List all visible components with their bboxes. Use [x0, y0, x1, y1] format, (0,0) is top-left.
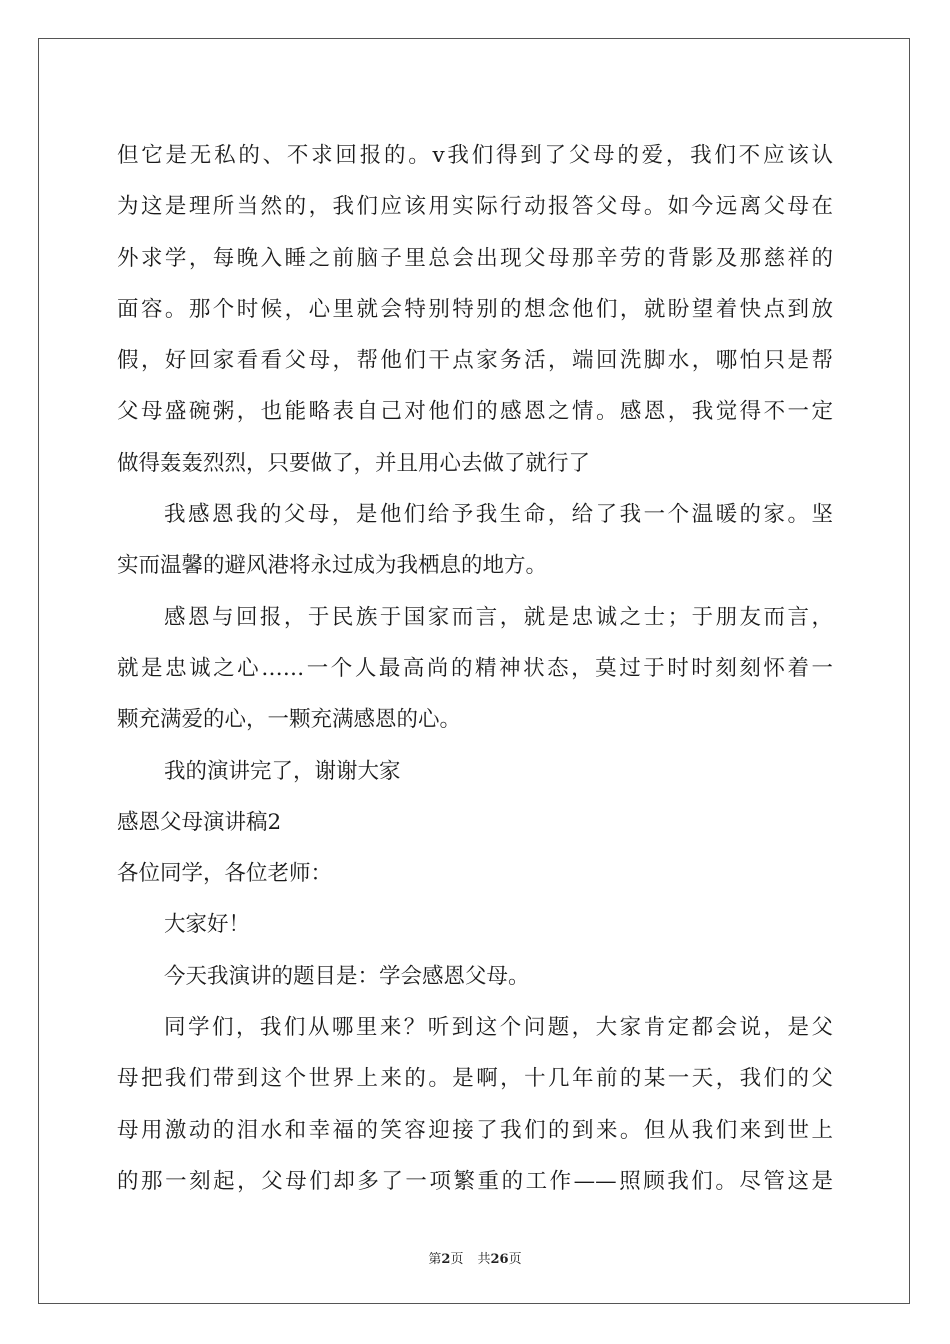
- footer-page-prefix: 第: [428, 1252, 442, 1267]
- text-line: 感恩父母演讲稿2: [117, 809, 282, 835]
- text-line: 母用激动的泪水和幸福的笑容迎接了我们的到来。但从我们来到世上: [117, 1117, 833, 1143]
- text-line: 面容。那个时候，心里就会特别特别的想念他们，就盼望着快点到放: [117, 296, 833, 322]
- page-footer: [0, 1248, 950, 1267]
- document-body: [117, 130, 833, 1207]
- text-line: 母把我们带到这个世界上来的。是啊，十几年前的某一天，我们的父: [117, 1066, 833, 1092]
- footer-total-prefix: 共: [477, 1252, 491, 1267]
- text-line: 做得轰轰烈烈，只要做了，并且用心去做了就行了: [117, 450, 591, 476]
- text-line: 假，好回家看看父母，帮他们干点家务活，端回洗脚水，哪怕只是帮: [117, 348, 833, 374]
- text-line: 但它是无私的、不求回报的。v我们得到了父母的爱，我们不应该认: [117, 143, 833, 168]
- text-line: 感恩与回报，于民族于国家而言，就是忠诚之士；于朋友而言，: [164, 604, 833, 630]
- footer-total-suffix: 页: [508, 1252, 522, 1267]
- text-line: 大家好！: [164, 912, 251, 938]
- text-line: 为这是理所当然的，我们应该用实际行动报答父母。如今远离父母在: [117, 194, 833, 220]
- text-line: 我感恩我的父母，是他们给予我生命，给了我一个温暖的家。坚: [164, 502, 833, 528]
- text-line: 颗充满爱的心，一颗充满感恩的心。: [117, 707, 462, 733]
- footer-page-suffix: 页: [450, 1252, 464, 1267]
- text-line: 就是忠诚之心……一个人最高尚的精神状态，莫过于时时刻刻怀着一: [117, 655, 833, 681]
- text-line: 父母盛碗粥，也能略表自己对他们的感恩之情。感恩，我觉得不一定: [117, 399, 833, 425]
- text-line: 外求学，每晚入睡之前脑子里总会出现父母那辛劳的背影及那慈祥的: [117, 245, 833, 271]
- footer-total-pages: 26: [490, 1252, 509, 1267]
- text-line: 的那一刻起，父母们却多了一项繁重的工作——照顾我们。尽管这是: [117, 1168, 833, 1194]
- text-line: 同学们，我们从哪里来？听到这个问题，大家肯定都会说，是父: [164, 1015, 833, 1041]
- footer-page-number: 2: [441, 1252, 451, 1267]
- text-line: 今天我演讲的题目是：学会感恩父母。: [164, 963, 530, 989]
- text-line: 我的演讲完了，谢谢大家: [164, 758, 401, 784]
- text-line: 实而温馨的避风港将永过成为我栖息的地方。: [117, 553, 548, 579]
- text-line: 各位同学，各位老师：: [117, 861, 333, 887]
